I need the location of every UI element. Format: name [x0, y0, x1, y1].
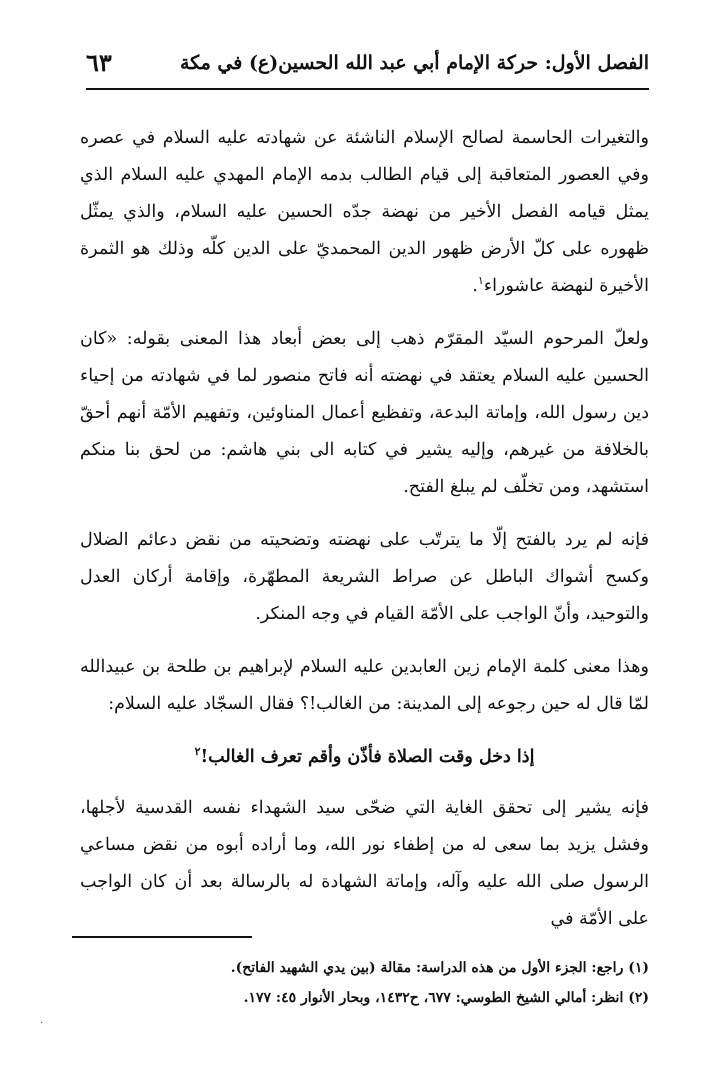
paragraph-4: وهذا معنى كلمة الإمام زين العابدين عليه السلام لإبراهيم بن طلحة بن عبيدالله لمّا قال له حين رجوعه إلى المدينة: من الغالب!؟ فقال السجّاد عليه السلام: — [80, 657, 649, 714]
quote: إذا دخل وقت الصلاة فأذّن وأقم تعرف الغالب!$^٢$ — [194, 745, 535, 767]
footnote-marker-2: ٢ — [194, 745, 201, 759]
paragraph-3: فإنه لم يرد بالفتح إلّا ما يترتّب على نهضته وتضحيته من نقض دعائم الضلال وكسح أشواك الباطل عن صراط الشريعة المطهّرة، وإقامة أركان العدل والتوحيد، وأنّ الواجب على الأمّة القيام في وجه المنكر. — [80, 530, 649, 624]
chapter-title: الفصل الأول: حركة الإمام أبي عبد الله الحسين(ع) في مكة — [179, 52, 649, 74]
page-header — [86, 48, 649, 90]
page-number: ٦٣ — [86, 48, 112, 77]
paragraph-2: ولعلّ المرحوم السيّد المقرّم ذهب إلى بعض أبعاد هذا المعنى بقوله: «كان الحسين عليه السلام يعتقد في نهضته أنه فاتح منصور لما في شهادته من إحياء دين رسول الله، وإماتة البدعة، وتفظيع أعمال المناوئين، وتفهيم الأمّة أنهم أحقّ بالخلافة من غيرهم، وإليه يشير في كتابه الى بني هاشم: من لحق بنا منكم استشهد، ومن تخلّف لم يبلغ الفتح. — [80, 329, 649, 497]
body-text — [80, 120, 649, 954]
footnotes — [72, 936, 649, 1016]
paragraph-1: والتغيرات الحاسمة لصالح الإسلام الناشئة عن شهادته عليه السلام في عصره وفي العصور المتعاقبة إلى قيام الطالب بدمه الإمام المهدي عليه السلام الذي يمثل قيامه الفصل الأخير من نهضة جدّه الحسين عليه السلام، والذي يمثّل ظهوره على كلّ الأرض ظهور الدين المحمديّ على الدين كلّه وذلك هو الثمرة الأخيرة لنهضة عاشوراء$^١$. — [80, 128, 649, 296]
footnote-1: (١) راجع: الجزء الأول من هذه الدراسة: مقالة (بين يدي الشهيد الفاتح). — [230, 960, 649, 976]
footnote-2: (٢) انظر: أمالي الشيخ الطوسي: ٦٧٧، ح١٤٣٢، وبحار الأنوار ٤٥: ١٧٧. — [243, 990, 649, 1006]
footnote-marker-1: ١ — [477, 274, 484, 288]
scan-speck: · — [40, 1018, 44, 1029]
footnote-divider — [72, 936, 252, 938]
paragraph-5: فإنه يشير إلى تحقق الغاية التي ضحّى سيد الشهداء نفسه القدسية لأجلها، وفشل يزيد بما سعى له من إطفاء نور الله، وما أراده أبوه من نقض مساعي الرسول صلى الله عليه وآله، وإماتة الشهادة له بالرسالة بعد أن كان الواجب على الأمّة في — [80, 798, 649, 929]
